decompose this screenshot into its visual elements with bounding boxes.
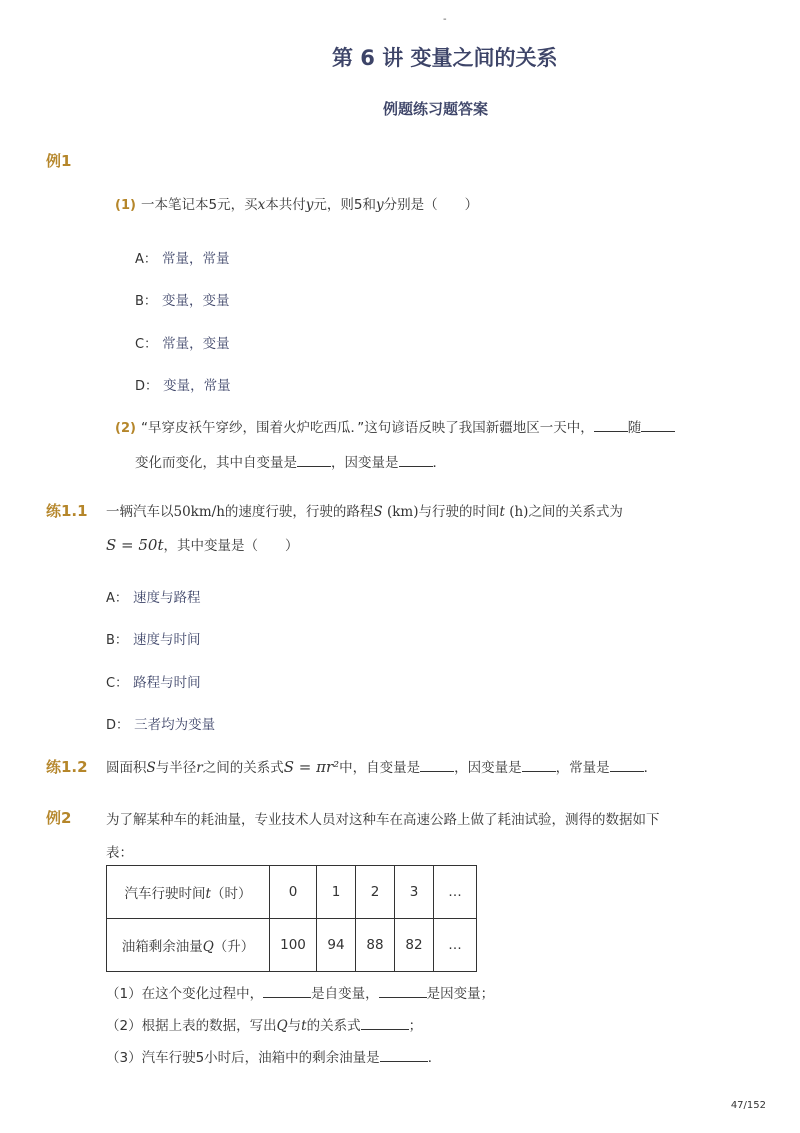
answer-blank[interactable]: [399, 454, 433, 467]
answer-blank[interactable]: [594, 419, 628, 432]
option-d[interactable]: D： 变量，常量: [135, 378, 231, 394]
answer-blank[interactable]: [522, 759, 556, 772]
answer-blank[interactable]: [263, 985, 311, 998]
row-header: 油箱剩余油量Q（升）: [107, 919, 270, 972]
table-cell: …: [434, 919, 477, 972]
table-cell: …: [434, 866, 477, 919]
table-cell: 88: [356, 919, 395, 972]
table-cell: 94: [317, 919, 356, 972]
page-title: 第 6 讲 变量之间的关系: [332, 46, 558, 70]
table-cell: 82: [395, 919, 434, 972]
practice-1-2-text: 圆面积S与半径r之间的关系式S = πr²中，自变量是 ，因变量是 ，常量是 ．: [106, 758, 658, 776]
page-number: 47/152: [730, 1100, 766, 1111]
practice-1-1-text: 一辆汽车以50km/h的速度行驶，行驶的路程S (km)与行驶的时间t (h)之间的关系式为: [106, 504, 623, 520]
question-number: (2): [115, 421, 136, 436]
option-d[interactable]: D： 三者均为变量: [106, 717, 216, 733]
practice-1-1-text-line-2: S = 50t，其中变量是（ ）: [106, 536, 299, 554]
answer-blank[interactable]: [380, 1049, 428, 1062]
option-a[interactable]: A： 速度与路程: [106, 590, 201, 606]
option-c[interactable]: C： 常量，变量: [135, 336, 230, 352]
option-b[interactable]: B： 速度与时间: [106, 632, 201, 648]
formula: S = πr²: [283, 758, 340, 776]
answer-blank[interactable]: [297, 454, 331, 467]
table-cell: 0: [270, 866, 317, 919]
answer-blank[interactable]: [610, 759, 644, 772]
example-2-sub-2: （2）根据上表的数据，写出Q与t的关系式 ；: [106, 1018, 423, 1034]
formula: S = 50t: [106, 536, 164, 554]
example-1-question-2-line-2: 变化而变化，其中自变量是 ，因变量是 ．: [135, 455, 446, 471]
example-2-text: 为了解某种车的耗油量，专业技术人员对这种车在高速公路上做了耗油试验，测得的数据如下: [106, 812, 660, 828]
question-text: 一本笔记本5元，买x本共付y元，则5和y分别是（ ）: [141, 197, 479, 213]
row-header: 汽车行驶时间t（时）: [107, 866, 270, 919]
page-subtitle: 例题练习题答案: [383, 100, 489, 118]
table-cell: 3: [395, 866, 434, 919]
example-2-text-line-2: 表：: [106, 845, 133, 861]
option-a[interactable]: A： 常量，常量: [135, 251, 230, 267]
practice-1-1-label: 练1.1: [46, 502, 88, 520]
practice-1-2-label: 练1.2: [46, 758, 88, 776]
answer-blank[interactable]: [379, 985, 427, 998]
fuel-data-table: [106, 865, 477, 972]
example-1-question-2: (2) “早穿皮袄午穿纱，围着火炉吃西瓜．”这句谚语反映了我国新疆地区一天中， 随: [115, 416, 675, 436]
table-cell: 2: [356, 866, 395, 919]
example-1-question-1: [115, 193, 478, 213]
example-2-label: 例2: [46, 809, 72, 827]
answer-blank[interactable]: [361, 1017, 409, 1030]
table-cell: 1: [317, 866, 356, 919]
answer-blank[interactable]: [420, 759, 454, 772]
example-2-sub-1: （1）在这个变化过程中， 是自变量， 是因变量；: [106, 986, 495, 1002]
table-row: [107, 919, 477, 972]
example-1-label: 例1: [46, 152, 72, 170]
answer-blank[interactable]: [641, 419, 675, 432]
option-b[interactable]: B： 变量，变量: [135, 293, 230, 309]
table-cell: 100: [270, 919, 317, 972]
table-row: [107, 866, 477, 919]
top-mark: -: [443, 14, 447, 25]
option-c[interactable]: C： 路程与时间: [106, 675, 201, 691]
question-number: (1): [115, 198, 136, 213]
example-2-sub-3: （3）汽车行驶5小时后，油箱中的剩余油量是 ．: [106, 1050, 442, 1066]
